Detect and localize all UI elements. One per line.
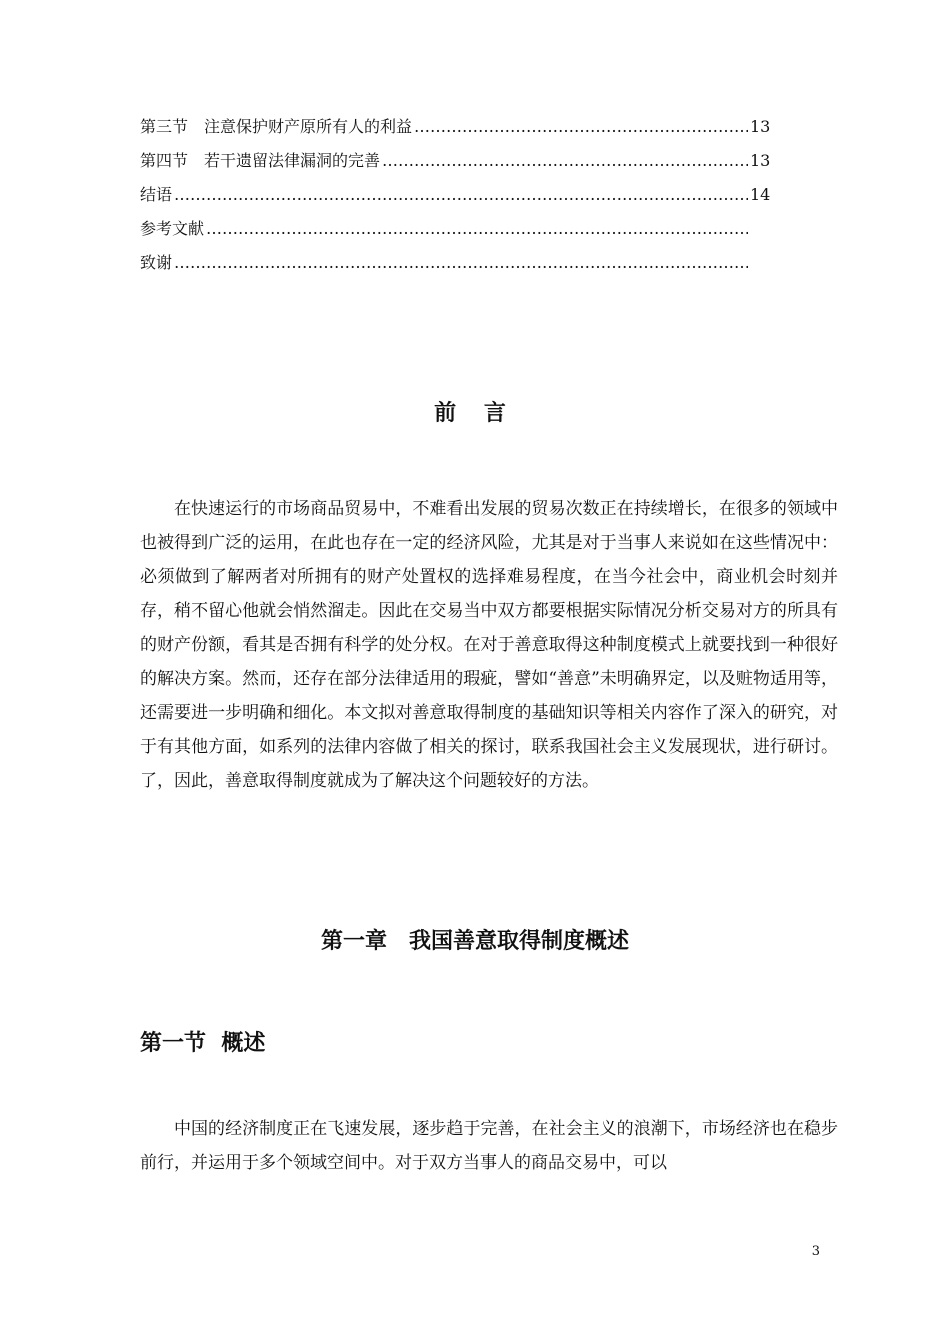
toc-entry-page: 13 — [750, 117, 771, 136]
toc-entry[interactable] — [140, 250, 780, 284]
page-number: 3 — [811, 1244, 820, 1259]
toc-leader-dots — [174, 182, 748, 208]
toc-entry-label: 结语 — [140, 185, 173, 204]
section-paragraph: 中国的经济制度正在飞速发展，逐步趋于完善，在社会主义的浪潮下，市场经济也在稳步前行，并运用于多个领域空间中。对于双方当事人的商品交易中，可以 — [140, 1119, 838, 1173]
toc-entry-page: 14 — [750, 185, 771, 204]
toc-entry-page: 13 — [750, 151, 771, 170]
toc-leader-dots — [174, 250, 748, 276]
toc-leader-dots — [382, 148, 748, 174]
toc-entry-label: 第四节 若干遗留法律漏洞的完善 — [140, 151, 381, 170]
toc-entry[interactable] — [140, 114, 780, 148]
toc-entry-label: 参考文献 — [140, 219, 205, 238]
preface-paragraph: 在快速运行的市场商品贸易中，不难看出发展的贸易次数正在持续增长，在很多的领域中也被得到广泛的运用，在此也存在一定的经济风险，尤其是对于当事人来说如在这些情况中：必须做到了解两者对所拥有的财产处置权的选择难易程度，在当今社会中，商业机会时刻并存，稍不留心他就会悄然溜走。因此在交易当中双方都要根据实际情况分析交易对方的所具有的财产份额，看其是否拥有科学的处分权。在对于善意取得这种制度模式上就要找到一种很好的解决方案。然而，还存在部分法律适用的瑕疵，譬如“善意”未明确界定，以及赃物适用等，还需要进一步明确和细化。本文拟对善意取得制度的基础知识等相关内容作了深入的研究，对于有其他方面，如系列的法律内容做了相关的探讨，联系我国社会主义发展现状，进行研讨。了，因此，善意取得制度就成为了解决这个问题较好的方法。 — [140, 499, 838, 791]
toc-entry-label: 第三节 注意保护财产原所有人的利益 — [140, 117, 413, 136]
chapter-title: 第一章 我国善意取得制度概述 — [320, 929, 629, 954]
preface-title: 前 言 — [434, 401, 516, 426]
toc-entry[interactable] — [140, 148, 780, 182]
table-of-contents — [140, 114, 780, 284]
toc-leader-dots — [414, 114, 748, 140]
section-title: 第一节 概述 — [140, 1031, 266, 1056]
toc-entry[interactable] — [140, 182, 780, 216]
toc-entry[interactable] — [140, 216, 780, 250]
toc-entry-label: 致谢 — [140, 253, 173, 272]
toc-leader-dots — [206, 216, 748, 242]
